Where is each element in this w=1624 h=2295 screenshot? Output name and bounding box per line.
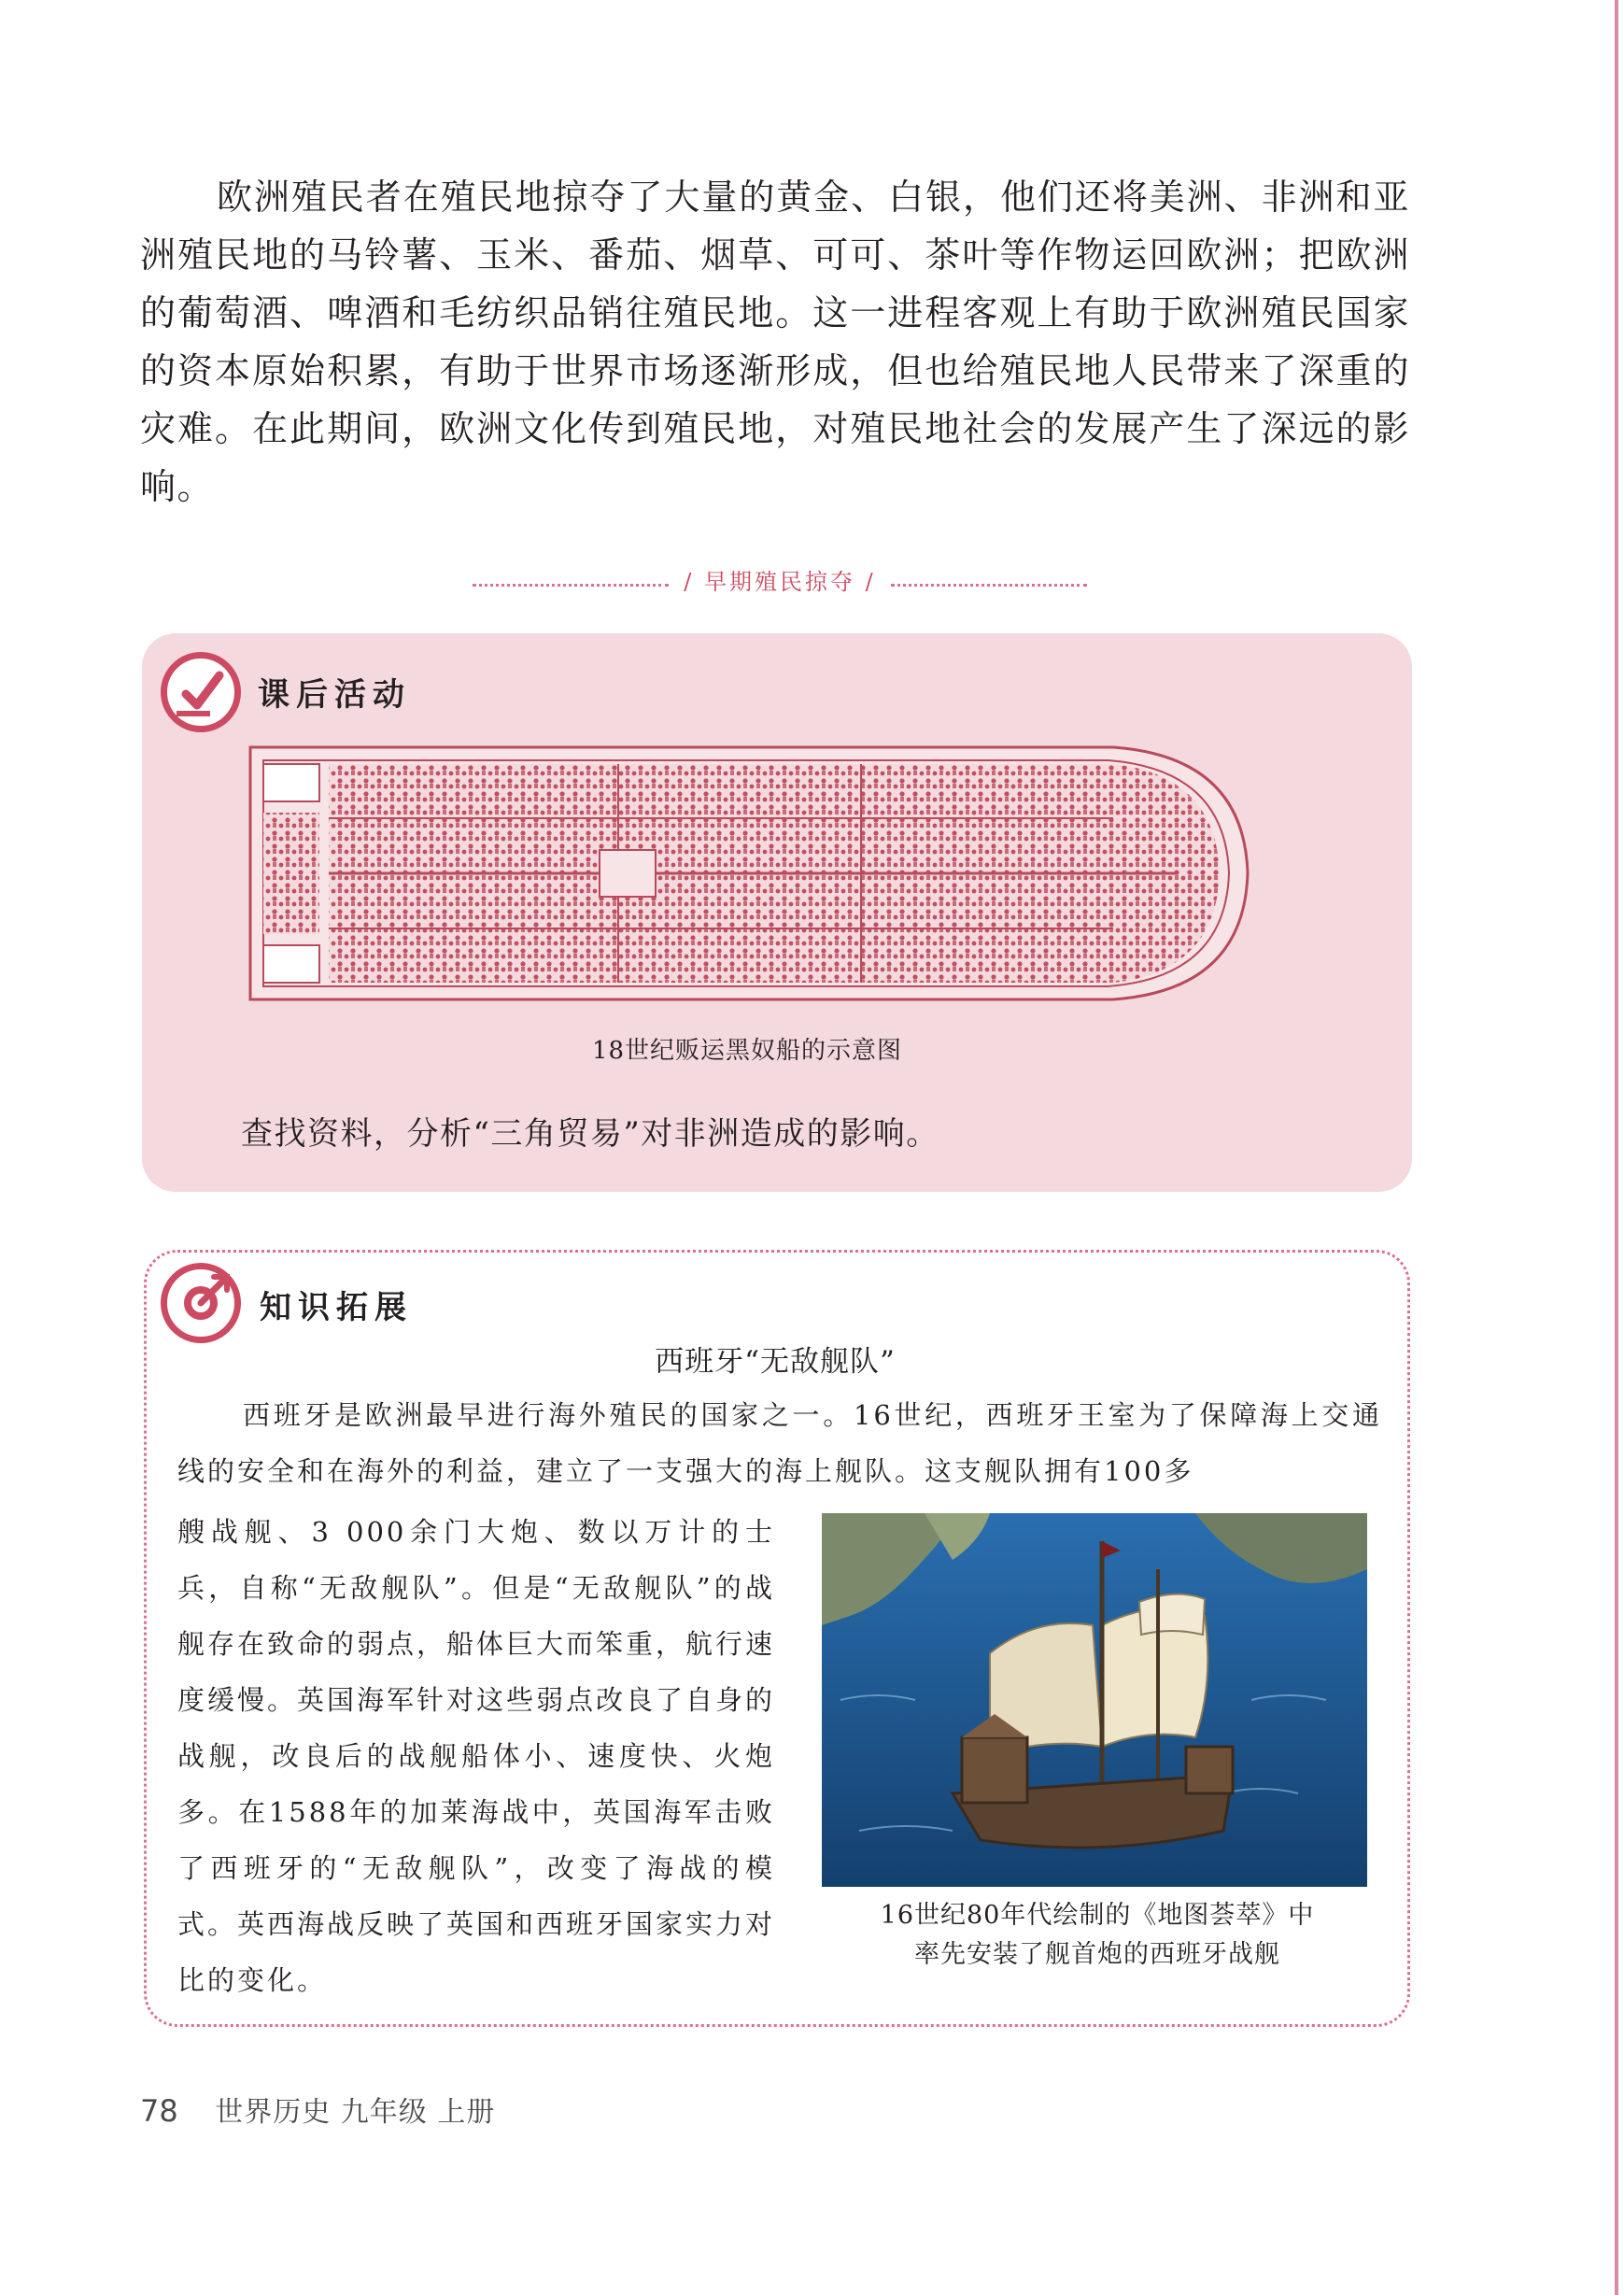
- dotted-rule-left: [473, 584, 669, 587]
- page-edge-line: [1615, 0, 1618, 2295]
- spanish-warship-painting: [822, 1513, 1367, 1887]
- knowledge-paragraph-2: 艘战舰、3 000余门大炮、数以万计的士兵，自称“无敌舰队”。但是“无敌舰队”的战舰存在致命的弱点，船体巨大而笨重，航行速度缓慢。英国海军针对这些弱点改良了自身的战舰，改良后的战舰船体小、速度快、火炮多。在1588年的加莱海战中，英国海军击败了西班牙的“无敌舰队”，改变了海战的模式。英西海战反映了英国和西班牙国家实力对比的变化。: [177, 1516, 776, 1996]
- knowledge-heading: 西班牙“无敌舰队”: [655, 1345, 896, 1379]
- section-tag: [458, 559, 1102, 600]
- painting-caption-line-2: 率先安装了舰首炮的西班牙战舰: [914, 1940, 1280, 1969]
- dotted-rule-right: [891, 584, 1087, 587]
- page-footer: [140, 2089, 495, 2130]
- main-paragraph: 欧洲殖民者在殖民地掠夺了大量的黄金、白银，他们还将美洲、非洲和亚洲殖民地的马铃薯、玉米、番茄、烟草、可可、茶叶等作物运回欧洲；把欧洲的葡萄酒、啤酒和毛纺织品销往殖民地。这一进程客观上有助于欧洲殖民国家的资本原始积累，有助于世界市场逐渐形成，但也给殖民地人民带来了深重的灾难。在此期间，欧洲文化传到殖民地，对殖民地社会的发展产生了深远的影响。: [140, 177, 1410, 507]
- book-title: 世界历史 九年级 上册: [215, 2096, 496, 2129]
- page-number: 78: [140, 2093, 178, 2129]
- slave-ship-diagram: [245, 738, 1253, 1009]
- ship-image-caption: 18世纪贩运黑奴船的示意图: [591, 1037, 903, 1065]
- knowledge-title: 知识拓展: [260, 1289, 413, 1326]
- painting-caption-line-1: 16世纪80年代绘制的《地图荟萃》中: [880, 1901, 1315, 1930]
- section-tag-label: / 早期殖民掠夺 /: [684, 568, 876, 595]
- knowledge-paragraph-1: 西班牙是欧洲最早进行海外殖民的国家之一。16世纪，西班牙王室为了保障海上交通线的安全和在海外的利益，建立了一支强大的海上舰队。这支舰队拥有100多: [177, 1399, 1382, 1487]
- activity-icon: [161, 652, 241, 732]
- knowledge-icon: [161, 1263, 241, 1343]
- activity-title: 课后活动: [258, 676, 411, 714]
- painting-caption: [803, 1896, 1391, 1975]
- activity-prompt: 查找资料，分析“三角贸易”对非洲造成的影响。: [241, 1115, 939, 1153]
